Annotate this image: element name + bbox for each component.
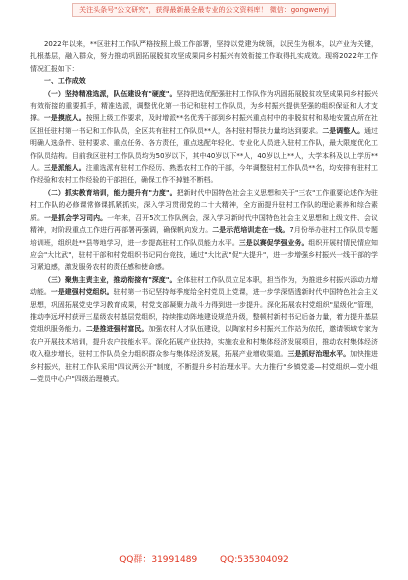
paragraph-text: 组织开展村情民情应知应会"大比武"，驻村干部和村党组织书记同台竞技，通过"大比武"促"大提升"，进一步增强乡村振兴一线干部的学习紧迫感，激发服务农村的责任感和使命感。 — [30, 238, 378, 272]
paragraph-s2 — [30, 187, 378, 274]
qq-group-text: QQ群：31991489 — [119, 555, 198, 565]
intro-paragraph: 2022年以来，**区驻村工作队严格按照上级工作部署，坚持以党建为统领，以民生为根本，以产业为关键，扎根基层，融入群众，努力推动巩固拓展脱贫攻坚成果同乡村振兴有效衔接工作取得扎实成效。现将2022年工作情况汇报如下： — [30, 40, 378, 73]
paragraph-text: 注重选派有驻村工作经历、熟悉农村工作的干部，今年调整驻村工作队员**名，均安排有驻村工作经验和农村工作经验的干部担任，确保工作不掉链不断档。 — [30, 164, 378, 185]
subsection-heading: （三）聚焦主责主业，推动衔接有"深度"。 — [44, 275, 177, 284]
point-label: 三是派能人。 — [43, 164, 86, 173]
paragraph-text: 通过明确人选条件、驻村要求、重点任务、各方责任，重点选配年轻化、专业化人员进入驻村工作队，最大限度优化工作队员结构。目前我区驻村工作队员均为50岁以下，其中40岁以下**人，40岁以上**人，大学本科及以上学历**人。 — [30, 126, 378, 173]
paragraph-text: 把新时代中国特色社会主义思想和关于"三农"工作重要论述作为驻村工作队的必修课常修课抓紧抓实，深入学习贯彻党的二十大精神，全方面提升驻村工作队的理论素养和综合素质。 — [30, 188, 378, 222]
point-label: 二是示范培训走在一线。 — [212, 226, 290, 235]
paragraph-text: 按照上级工作要求，及时增派**名优秀干部到乡村振兴重点村中的非脱贫村和易地安置点所在社区担任驻村第一书记和工作队员，全区共有驻村工作队员**人，各村驻村帮扶力量均达到要求。 — [30, 114, 378, 135]
paragraph-text: 加快推进乡村振兴，驻村工作队采用"四议两公开"制度，不断提升乡村治理水平。大力推行"乡镇党委—村党组织—党小组—党员中心户"四级治理模式。 — [30, 350, 378, 383]
paragraph-text: 一年来，召开5次工作队例会，深入学习新时代中国特色社会主义思想和上级文件、会议精神，对阶段重点工作进行再部署再强调，确保帆向发力。 — [30, 213, 378, 235]
document-body — [30, 38, 378, 538]
section-title: 一、工作成效 — [44, 77, 86, 86]
paragraph-text: 加强农村人才队伍建设，以陶家村乡村振兴工作站为依托，邀请领域专家为农户开展技术培训，提升农户技能水平。深化拓展产业扶持，实施农业和村集体经济发展项目，推动农村集体经济收入稳步增长，驻村工作队员全力组织群众参与集体经济发展，拓展产业增收渠道。 — [30, 325, 378, 359]
qq-text: QQ:535304092 — [220, 555, 289, 565]
paragraph-text: 驻村第一书记坚持每季度给全村党员上党课，进一步学深悟透新时代中国特色社会主义思想，巩固拓展党史学习教育成果，村党支部凝聚力战斗力得到进一步提升。深化拓展农村党组织"星级化"管理，推动李远坪村获评三星级农村基层党组织，持续推动阵地建设规范升级，整顿村新村书记后备力量，着力提升基层党组织服务能力。 — [30, 288, 378, 334]
paragraph-s1 — [30, 88, 378, 187]
point-label: 二是推进强村富民。 — [85, 325, 149, 334]
contact-footer — [0, 552, 408, 566]
subsection-heading: （一）坚持精准选派，队伍建设有"硬度"。 — [44, 89, 177, 98]
paragraph-s3 — [30, 274, 378, 386]
point-label: 一是摸底人。 — [43, 114, 86, 123]
point-label: 一是建强村党组织。 — [50, 288, 114, 297]
paragraph-text: 全体驻村工作队员立足本职，担当作为，为推进乡村振兴添动力增动能。 — [30, 275, 378, 297]
promo-banner[interactable]: 关注头条号"公文研究"，获得最新最全最专业的公文资料库！ 微信：gongwenyj — [72, 3, 336, 17]
point-label: 三是以赛促学强业务。 — [238, 238, 309, 247]
paragraph-text: 7月份举办驻村工作队员专题培训班，组织赴**县等地学习，进一步提高驻村工作队员能力水平。 — [30, 226, 378, 247]
subsection-heading: （二）抓实教育培训，能力提升有"力度"。 — [44, 188, 177, 197]
point-label: 二是调整人。 — [322, 126, 365, 135]
point-label: 一是抓会学习司内。 — [44, 213, 108, 222]
paragraph-text: 坚持把选优配强驻村工作队作为巩固拓展脱贫攻坚成果同乡村振兴有效衔接的重要抓手，精准选派，调整优化第一书记和驻村工作队员，为乡村振兴提供坚强的组织保证和人才支撑。 — [30, 89, 378, 123]
point-label: 三是抓好治理水平。 — [287, 350, 351, 359]
